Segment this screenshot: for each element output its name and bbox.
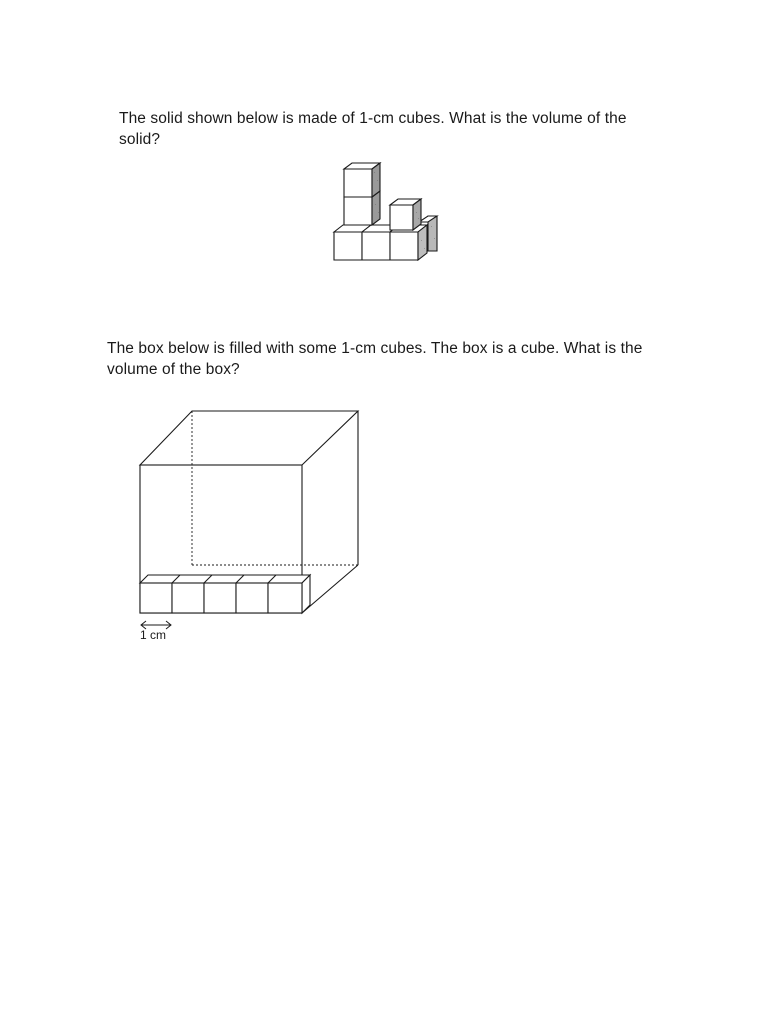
unit-cube <box>236 583 268 613</box>
unit-label: 1 cm <box>140 628 167 642</box>
unit-cube <box>140 583 172 613</box>
cube-second-level <box>390 199 421 230</box>
bottom-row-cubes <box>140 575 310 613</box>
cube-box-figure <box>132 405 368 650</box>
question-1-text: The solid shown below is made of 1-cm cubes. What is the volume of the solid? <box>119 110 627 148</box>
cube-tower-upper <box>344 163 380 197</box>
unit-cube <box>268 583 302 613</box>
box-top-face <box>140 411 358 465</box>
box-hidden-edges <box>192 411 358 565</box>
question-2-text: The box below is filled with some 1-cm cubes. The box is a cube. What is the volume of the box? <box>107 340 643 378</box>
unit-cube <box>204 583 236 613</box>
cube-solid-figure <box>330 160 442 262</box>
unit-cube <box>172 583 204 613</box>
